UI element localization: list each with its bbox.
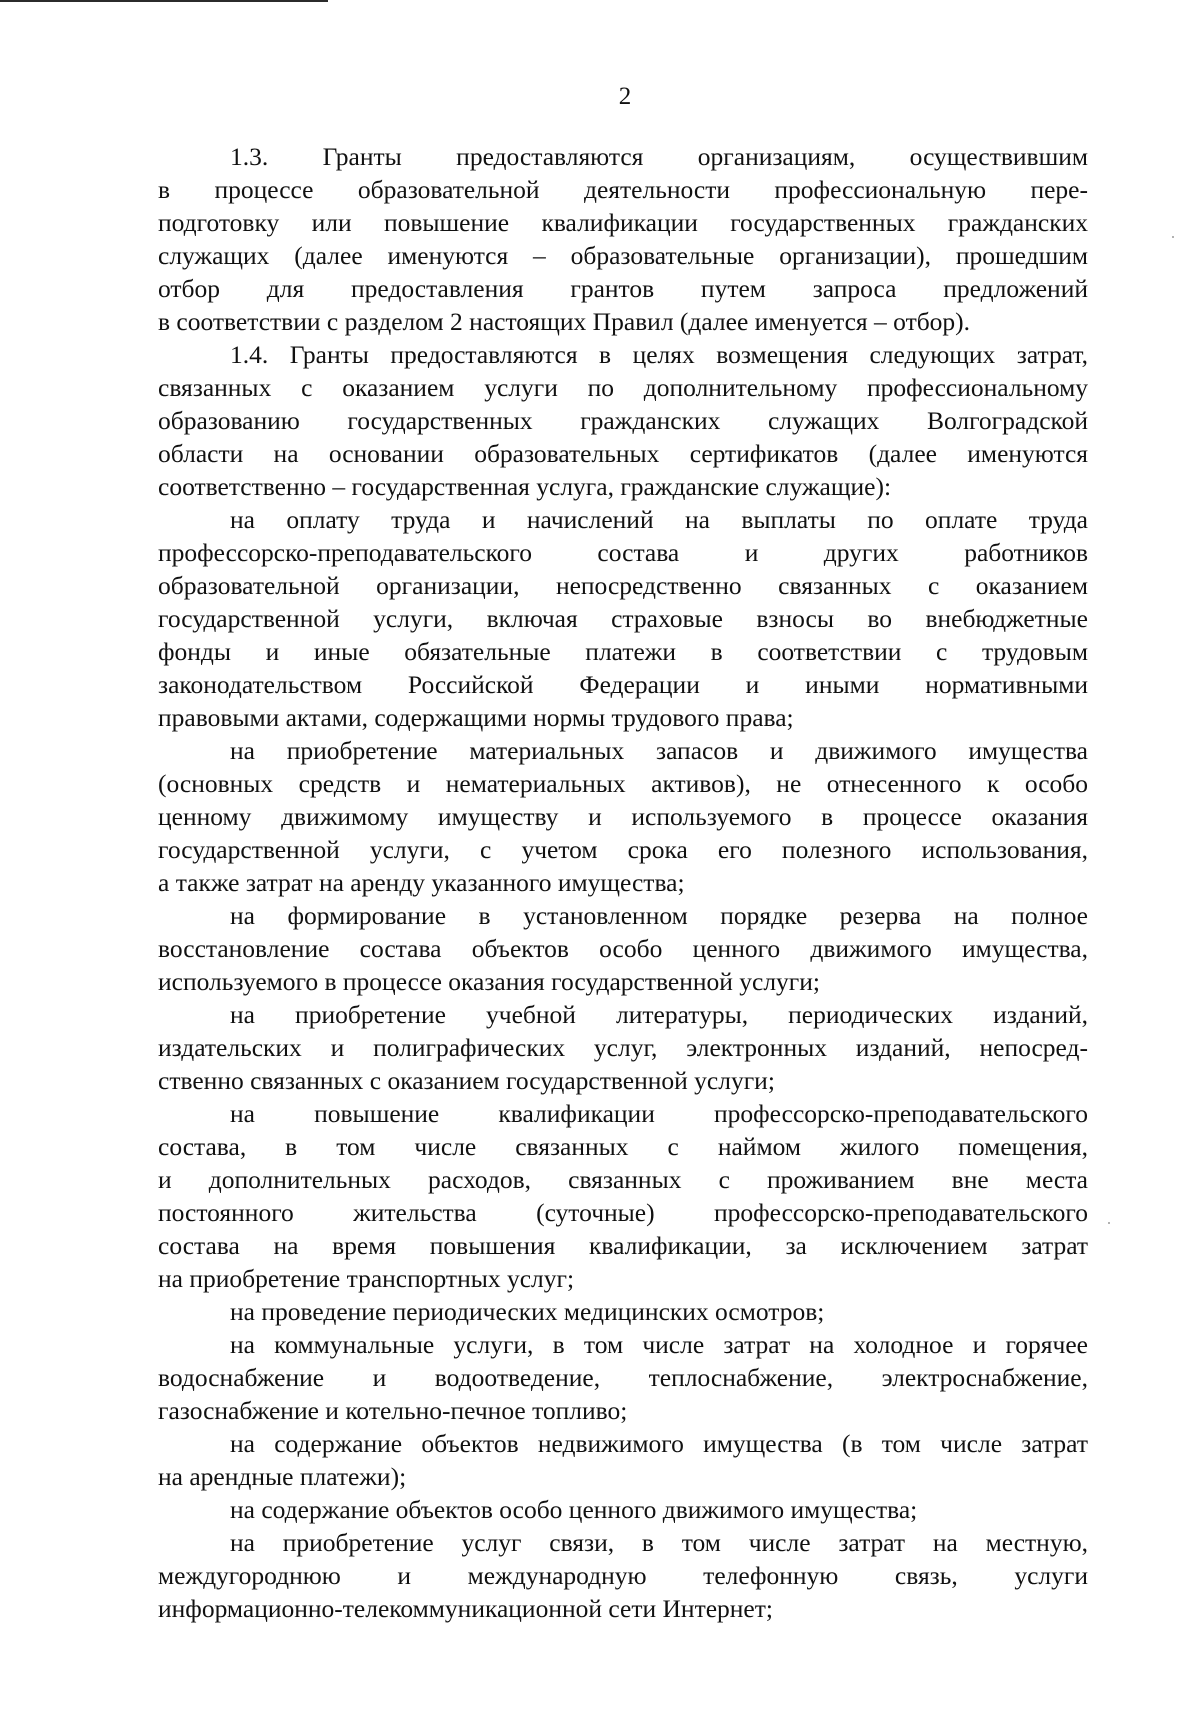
page-number: 2 [618, 83, 632, 110]
text-line: ценному движимому имуществу и используемого в процессе оказания [158, 802, 1088, 831]
text-line: состава, в том числе связанных с наймом жилого помещения, [158, 1132, 1088, 1161]
paragraph-first-line: на повышение квалификации профессорско-преподавательского [230, 1099, 1088, 1128]
text-line: связанных с оказанием услуги по дополнительному профессиональному [158, 373, 1088, 402]
text-line: профессорско-преподавательского состава и других работников [158, 538, 1088, 567]
paragraph-first-line: на приобретение услуг связи, в том числе затрат на местную, [230, 1528, 1088, 1557]
paragraph-first-line: на содержание объектов недвижимого имущества (в том числе затрат [230, 1429, 1088, 1458]
scan-edge-mark [0, 0, 328, 2]
text-line: в соответствии с разделом 2 настоящих Правил (далее именуется – отбор). [158, 307, 971, 336]
paragraph-first-line: на содержание объектов особо ценного движимого имущества; [230, 1495, 918, 1524]
text-line: на арендные платежи); [158, 1462, 407, 1491]
text-line: а также затрат на аренду указанного имущества; [158, 868, 685, 897]
text-line: соответственно – государственная услуга, гражданские служащие): [158, 472, 892, 501]
text-line: информационно-телекоммуникационной сети Интернет; [158, 1594, 773, 1623]
document-body [158, 140, 1088, 1625]
text-line: отбор для предоставления грантов путем запроса предложений [158, 274, 1088, 303]
text-line: государственной услуги, включая страховые взносы во внебюджетные [158, 604, 1088, 633]
text-line: состава на время повышения квалификации, за исключением затрат [158, 1231, 1088, 1260]
text-line: законодательством Российской Федерации и иными нормативными [158, 670, 1088, 699]
text-line: правовыми актами, содержащими нормы трудового права; [158, 703, 794, 732]
scan-speck [1172, 236, 1174, 238]
scan-speck [1108, 1222, 1110, 1224]
text-line: образовательной организации, непосредственно связанных с оказанием [158, 571, 1088, 600]
text-line: в процессе образовательной деятельности профессиональную пере- [158, 175, 1088, 204]
paragraph-first-line: на коммунальные услуги, в том числе затрат на холодное и горячее [230, 1330, 1088, 1359]
text-line: области на основании образовательных сертификатов (далее именуются [158, 439, 1088, 468]
text-line: и дополнительных расходов, связанных с проживанием вне места [158, 1165, 1088, 1194]
text-line: подготовку или повышение квалификации государственных гражданских [158, 208, 1088, 237]
text-line: газоснабжение и котельно-печное топливо; [158, 1396, 628, 1425]
text-line: образованию государственных гражданских служащих Волгоградской [158, 406, 1088, 435]
paragraph-first-line: на приобретение учебной литературы, периодических изданий, [230, 1000, 1088, 1029]
paragraph-first-line: на оплату труда и начислений на выплаты по оплате труда [230, 505, 1088, 534]
paragraph-first-line: 1.4. Гранты предоставляются в целях возмещения следующих затрат, [230, 340, 1088, 369]
text-line: междугороднюю и международную телефонную связь, услуги [158, 1561, 1088, 1590]
text-line: постоянного жительства (суточные) профессорско-преподавательского [158, 1198, 1088, 1227]
text-line: на приобретение транспортных услуг; [158, 1264, 575, 1293]
text-line: служащих (далее именуются – образовательные организации), прошедшим [158, 241, 1088, 270]
text-line: ственно связанных с оказанием государственной услуги; [158, 1066, 775, 1095]
text-line: издательских и полиграфических услуг, электронных изданий, непосред- [158, 1033, 1088, 1062]
text-line: водоснабжение и водоотведение, теплоснабжение, электроснабжение, [158, 1363, 1088, 1392]
text-line: фонды и иные обязательные платежи в соответствии с трудовым [158, 637, 1088, 666]
paragraph-first-line: на приобретение материальных запасов и движимого имущества [230, 736, 1088, 765]
paragraph-first-line: на формирование в установленном порядке резерва на полное [230, 901, 1088, 930]
text-line: восстановление состава объектов особо ценного движимого имущества, [158, 934, 1088, 963]
text-line: используемого в процессе оказания государственной услуги; [158, 967, 820, 996]
paragraph-first-line: 1.3. Гранты предоставляются организациям, осуществившим [230, 142, 1088, 171]
text-line: (основных средств и нематериальных активов), не отнесенного к особо [158, 769, 1088, 798]
paragraph-first-line: на проведение периодических медицинских осмотров; [230, 1297, 825, 1326]
text-line: государственной услуги, с учетом срока его полезного использования, [158, 835, 1088, 864]
